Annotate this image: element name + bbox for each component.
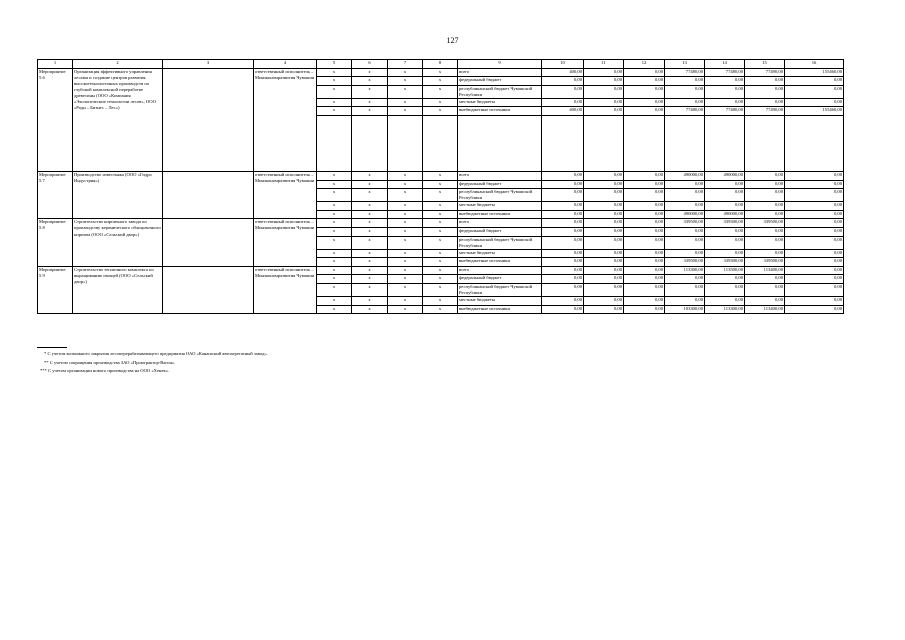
funding-value: 0,00: [584, 236, 624, 249]
x-mark: х: [423, 77, 458, 86]
funding-value: 0,00: [785, 180, 844, 189]
funding-source: республиканский бюджет Чувашской Республики: [458, 85, 542, 98]
column-number-row: [38, 60, 844, 69]
funding-value: 0,00: [624, 266, 665, 275]
funding-value: 339500,00: [665, 219, 705, 228]
funding-value: 0,00: [584, 296, 624, 305]
x-mark: х: [352, 296, 388, 305]
funding-source: внебюджетные источники: [458, 305, 542, 314]
x-mark: х: [388, 189, 423, 202]
funding-value: 0,00: [542, 266, 584, 275]
x-mark: х: [352, 85, 388, 98]
empty-cell: [163, 171, 254, 218]
column-number: 14: [705, 60, 745, 69]
column-number: 8: [423, 60, 458, 69]
funding-value: 0,00: [745, 77, 785, 86]
empty-cell: [584, 115, 624, 171]
funding-value: 0,00: [624, 258, 665, 267]
funding-value: 77480,00: [705, 107, 745, 116]
funding-source: федеральный бюджет: [458, 275, 542, 284]
funding-value: 490000,00: [705, 210, 745, 219]
funding-value: 490000,00: [665, 171, 705, 180]
funding-source: федеральный бюджет: [458, 227, 542, 236]
x-mark: х: [423, 68, 458, 77]
funding-value: 0,00: [624, 236, 665, 249]
funding-value: 0,00: [584, 77, 624, 86]
x-mark: х: [388, 275, 423, 284]
x-mark: х: [388, 296, 423, 305]
funding-value: 339300,00: [705, 258, 745, 267]
funding-source: федеральный бюджет: [458, 180, 542, 189]
funding-value: 103300,00: [665, 305, 705, 314]
x-mark: х: [423, 98, 458, 107]
x-mark: х: [423, 283, 458, 296]
x-mark: х: [317, 236, 352, 249]
funding-source: всего: [458, 219, 542, 228]
funding-value: 0,00: [584, 107, 624, 116]
empty-cell: [624, 115, 665, 171]
x-mark: х: [317, 283, 352, 296]
funding-value: 0,00: [624, 283, 665, 296]
funding-value: 0,00: [584, 227, 624, 236]
funding-value: 0,00: [745, 296, 785, 305]
funding-value: 0,00: [665, 236, 705, 249]
x-mark: х: [423, 305, 458, 314]
x-mark: х: [423, 210, 458, 219]
x-mark: х: [388, 258, 423, 267]
empty-cell: [352, 115, 388, 171]
table-row: [38, 68, 844, 77]
funding-value: 0,00: [785, 210, 844, 219]
x-mark: х: [423, 180, 458, 189]
x-mark: х: [352, 202, 388, 211]
footnote: *** С учетом организации нового производства на ООО «Хенек».: [40, 368, 170, 373]
empty-cell: [423, 115, 458, 171]
x-mark: х: [352, 98, 388, 107]
table-row: [38, 219, 844, 228]
measure-description: Организация эффективного управления лесами и создание центров развития высокотехнологичных производств по глубокой комплексной переработке древесины (ООО «Компания «Экологические технологии лесов», ООО «Родн – Бизнес – Лес»): [73, 68, 163, 171]
measure-number: Мероприятие 5.8: [38, 219, 73, 266]
footnote: ** С учетом сокращения производства ЗАО «Промтрактор-Вагон».: [44, 359, 176, 365]
x-mark: х: [352, 107, 388, 116]
x-mark: х: [317, 275, 352, 284]
funding-value: 0,00: [705, 180, 745, 189]
funding-value: 0,00: [705, 202, 745, 211]
measure-number: Мероприятие 5.6: [38, 68, 73, 171]
funding-value: 0,00: [542, 258, 584, 267]
funding-value: 77480,00: [705, 68, 745, 77]
x-mark: х: [352, 189, 388, 202]
measure-description: Производство известняка (ООО «Гидро Индустрия»): [73, 171, 163, 218]
funding-value: 0,00: [542, 249, 584, 258]
funding-value: 0,00: [624, 227, 665, 236]
column-number: 5: [317, 60, 352, 69]
funding-value: 0,00: [624, 219, 665, 228]
x-mark: х: [352, 305, 388, 314]
funding-value: 339500,00: [745, 258, 785, 267]
funding-value: 0,00: [785, 236, 844, 249]
funding-value: 113500,00: [705, 266, 745, 275]
x-mark: х: [388, 219, 423, 228]
x-mark: х: [317, 68, 352, 77]
column-number: 7: [388, 60, 423, 69]
funding-value: 0,00: [624, 249, 665, 258]
x-mark: х: [317, 77, 352, 86]
funding-value: 0,00: [745, 283, 785, 296]
funding-value: 0,00: [542, 180, 584, 189]
x-mark: х: [352, 283, 388, 296]
funding-value: 0,00: [745, 227, 785, 236]
funding-source: внебюджетные источники: [458, 107, 542, 116]
funding-value: 0,00: [624, 68, 665, 77]
funding-value: 0,00: [624, 202, 665, 211]
x-mark: х: [388, 210, 423, 219]
funding-value: 0,00: [745, 275, 785, 284]
funding-value: 0,00: [624, 171, 665, 180]
footnote: * С учетом возможного закрытия лесоперерабатывающего предприятия ОАО «Канашский автоагрегатный завод».: [44, 351, 268, 356]
funding-value: 0,00: [584, 68, 624, 77]
funding-value: 113400,00: [745, 266, 785, 275]
funding-value: 0,00: [745, 171, 785, 180]
column-number: 1: [38, 60, 73, 69]
x-mark: х: [388, 77, 423, 86]
funding-value: 0,00: [542, 171, 584, 180]
measure-number: Мероприятие 5.9: [38, 266, 73, 313]
funding-source: республиканский бюджет Чувашской Республики: [458, 283, 542, 296]
funding-value: 0,00: [785, 305, 844, 314]
funding-value: 0,00: [584, 266, 624, 275]
funding-value: 0,00: [785, 77, 844, 86]
funding-value: 0,00: [624, 210, 665, 219]
funding-value: 0,00: [745, 236, 785, 249]
empty-cell: [745, 115, 785, 171]
x-mark: х: [388, 236, 423, 249]
funding-value: 0,00: [584, 219, 624, 228]
footnotes: [37, 347, 268, 376]
x-mark: х: [388, 171, 423, 180]
x-mark: х: [388, 305, 423, 314]
x-mark: х: [423, 236, 458, 249]
funding-value: 0,00: [542, 210, 584, 219]
funding-value: 0,00: [624, 77, 665, 86]
funding-value: 0,00: [584, 275, 624, 284]
funding-value: 0,00: [584, 305, 624, 314]
funding-value: 0,00: [745, 202, 785, 211]
x-mark: х: [388, 68, 423, 77]
x-mark: х: [352, 249, 388, 258]
funding-source: местные бюджеты: [458, 249, 542, 258]
x-mark: х: [317, 171, 352, 180]
column-number: 16: [785, 60, 844, 69]
funding-value: 0,00: [785, 85, 844, 98]
funding-value: 0,00: [785, 283, 844, 296]
table-row: [38, 171, 844, 180]
x-mark: х: [317, 85, 352, 98]
funding-source: местные бюджеты: [458, 296, 542, 305]
measure-executor: ответственный исполнитель – Минэкономразвития Чувашии: [254, 68, 317, 171]
x-mark: х: [388, 85, 423, 98]
funding-value: 0,00: [745, 210, 785, 219]
funding-value: 0,00: [542, 98, 584, 107]
funding-value: 0,00: [665, 249, 705, 258]
funding-value: 339500,00: [745, 219, 785, 228]
x-mark: х: [388, 283, 423, 296]
funding-source: внебюджетные источники: [458, 210, 542, 219]
x-mark: х: [388, 107, 423, 116]
measure-executor: ответственный исполнитель – Минэкономразвития Чувашии: [254, 171, 317, 218]
x-mark: х: [317, 249, 352, 258]
funding-value: 113300,00: [665, 266, 705, 275]
column-number: 9: [458, 60, 542, 69]
funding-value: 0,00: [584, 283, 624, 296]
footnote-divider: [37, 347, 67, 348]
column-number: 6: [352, 60, 388, 69]
funding-value: 0,00: [584, 98, 624, 107]
funding-value: 77480,00: [665, 107, 705, 116]
x-mark: х: [317, 107, 352, 116]
funding-value: 0,00: [665, 189, 705, 202]
measure-number: Мероприятие 5.7: [38, 171, 73, 218]
funding-value: 0,00: [584, 85, 624, 98]
funding-value: 0,00: [542, 296, 584, 305]
x-mark: х: [352, 275, 388, 284]
empty-cell: [163, 219, 254, 266]
x-mark: х: [388, 249, 423, 258]
funding-value: 0,00: [584, 180, 624, 189]
funding-value: 0,00: [785, 296, 844, 305]
funding-value: 0,00: [705, 249, 745, 258]
funding-value: 0,00: [624, 107, 665, 116]
empty-cell: [163, 68, 254, 171]
empty-cell: [388, 115, 423, 171]
x-mark: х: [317, 258, 352, 267]
x-mark: х: [352, 180, 388, 189]
funding-value: 0,00: [745, 189, 785, 202]
measure-executor: ответственный исполнитель – Минэкономразвития Чувашии: [254, 219, 317, 266]
funding-value: 0,00: [705, 85, 745, 98]
funding-value: 0,00: [584, 249, 624, 258]
funding-value: 400,00: [542, 107, 584, 116]
table-row: [38, 266, 844, 275]
x-mark: х: [423, 249, 458, 258]
funding-value: 155460,00: [785, 107, 844, 116]
funding-value: 0,00: [542, 227, 584, 236]
empty-cell: [458, 115, 542, 171]
x-mark: х: [317, 210, 352, 219]
funding-value: 0,00: [665, 85, 705, 98]
funding-value: 0,00: [705, 283, 745, 296]
column-number: 12: [624, 60, 665, 69]
empty-cell: [705, 115, 745, 171]
funding-value: 0,00: [705, 189, 745, 202]
x-mark: х: [352, 210, 388, 219]
funding-source: всего: [458, 266, 542, 275]
funding-source: федеральный бюджет: [458, 77, 542, 86]
funding-value: 0,00: [665, 275, 705, 284]
x-mark: х: [317, 266, 352, 275]
funding-value: 77490,00: [745, 107, 785, 116]
funding-value: 0,00: [705, 98, 745, 107]
x-mark: х: [388, 180, 423, 189]
x-mark: х: [388, 202, 423, 211]
page-number: 127: [446, 36, 459, 45]
funding-value: 0,00: [785, 266, 844, 275]
x-mark: х: [388, 227, 423, 236]
funding-source: всего: [458, 68, 542, 77]
x-mark: х: [423, 266, 458, 275]
x-mark: х: [423, 85, 458, 98]
funding-source: республиканский бюджет Чувашской Республики: [458, 189, 542, 202]
funding-value: 0,00: [745, 180, 785, 189]
x-mark: х: [423, 258, 458, 267]
measure-executor: ответственный исполнитель – Минэкономразвития Чувашии: [254, 266, 317, 313]
funding-value: 0,00: [785, 227, 844, 236]
funding-value: 0,00: [542, 305, 584, 314]
funding-value: 400,00: [542, 68, 584, 77]
funding-value: 490000,00: [705, 171, 745, 180]
empty-cell: [665, 115, 705, 171]
funding-value: 0,00: [785, 219, 844, 228]
funding-value: 113300,00: [705, 305, 745, 314]
funding-value: 0,00: [542, 85, 584, 98]
x-mark: х: [352, 68, 388, 77]
x-mark: х: [388, 98, 423, 107]
funding-value: 0,00: [624, 98, 665, 107]
funding-value: 0,00: [542, 189, 584, 202]
column-number: 4: [254, 60, 317, 69]
x-mark: х: [317, 305, 352, 314]
funding-value: 0,00: [584, 189, 624, 202]
funding-value: 0,00: [584, 258, 624, 267]
funding-value: 113400,00: [745, 305, 785, 314]
funding-value: 0,00: [624, 296, 665, 305]
funding-value: 155460,00: [785, 68, 844, 77]
funding-value: 0,00: [785, 275, 844, 284]
funding-value: 0,00: [665, 283, 705, 296]
x-mark: х: [352, 171, 388, 180]
funding-value: 0,00: [542, 283, 584, 296]
funding-value: 0,00: [584, 202, 624, 211]
funding-value: 490000,00: [665, 210, 705, 219]
x-mark: х: [352, 258, 388, 267]
funding-value: 0,00: [745, 98, 785, 107]
funding-value: 0,00: [785, 258, 844, 267]
funding-value: 0,00: [542, 77, 584, 86]
funding-value: 0,00: [785, 249, 844, 258]
funding-source: местные бюджеты: [458, 98, 542, 107]
funding-value: 77490,00: [745, 68, 785, 77]
funding-value: 0,00: [624, 189, 665, 202]
funding-value: 339300,00: [705, 219, 745, 228]
funding-value: 0,00: [785, 202, 844, 211]
x-mark: х: [423, 107, 458, 116]
funding-value: 0,00: [665, 296, 705, 305]
measure-description: Строительство тепличного комплекса по выращиванию овощей (ООО «Сельский двор»): [73, 266, 163, 313]
x-mark: х: [352, 266, 388, 275]
funding-value: 339500,00: [665, 258, 705, 267]
x-mark: х: [317, 98, 352, 107]
column-number: 3: [163, 60, 254, 69]
x-mark: х: [423, 296, 458, 305]
column-number: 15: [745, 60, 785, 69]
funding-value: 0,00: [542, 219, 584, 228]
funding-value: 0,00: [542, 236, 584, 249]
funding-source: местные бюджеты: [458, 202, 542, 211]
x-mark: х: [352, 77, 388, 86]
funding-value: 0,00: [665, 227, 705, 236]
funding-value: 0,00: [665, 202, 705, 211]
empty-cell: [785, 115, 844, 171]
x-mark: х: [423, 219, 458, 228]
funding-value: 0,00: [785, 189, 844, 202]
empty-cell: [163, 266, 254, 313]
funding-value: 0,00: [665, 77, 705, 86]
x-mark: х: [352, 227, 388, 236]
x-mark: х: [423, 227, 458, 236]
funding-value: 0,00: [624, 180, 665, 189]
funding-value: 0,00: [665, 98, 705, 107]
measure-description: Строительство кирпичного завода по производству керамического облицовочного кирпича (ООО «Сельский двор»): [73, 219, 163, 266]
funding-value: 0,00: [705, 236, 745, 249]
funding-value: 0,00: [745, 85, 785, 98]
funding-source: внебюджетные источники: [458, 258, 542, 267]
funding-value: 0,00: [542, 202, 584, 211]
funding-value: 0,00: [624, 305, 665, 314]
funding-value: 0,00: [785, 171, 844, 180]
x-mark: х: [317, 180, 352, 189]
x-mark: х: [423, 275, 458, 284]
funding-value: 0,00: [584, 210, 624, 219]
x-mark: х: [423, 171, 458, 180]
funding-value: 0,00: [705, 275, 745, 284]
funding-source: республиканский бюджет Чувашской Республики: [458, 236, 542, 249]
empty-cell: [542, 115, 584, 171]
x-mark: х: [423, 189, 458, 202]
x-mark: х: [352, 219, 388, 228]
column-number: 11: [584, 60, 624, 69]
x-mark: х: [317, 296, 352, 305]
empty-cell: [317, 115, 352, 171]
funding-value: 0,00: [705, 296, 745, 305]
funding-source: всего: [458, 171, 542, 180]
x-mark: х: [317, 219, 352, 228]
funding-value: 0,00: [705, 227, 745, 236]
funding-value: 0,00: [745, 249, 785, 258]
x-mark: х: [317, 189, 352, 202]
funding-value: 0,00: [785, 98, 844, 107]
x-mark: х: [317, 227, 352, 236]
funding-value: 0,00: [705, 77, 745, 86]
funding-value: 0,00: [624, 275, 665, 284]
funding-value: 0,00: [584, 171, 624, 180]
funding-value: 77480,00: [665, 68, 705, 77]
column-number: 2: [73, 60, 163, 69]
x-mark: х: [423, 202, 458, 211]
x-mark: х: [388, 266, 423, 275]
column-number: 13: [665, 60, 705, 69]
funding-value: 0,00: [624, 85, 665, 98]
column-number: 10: [542, 60, 584, 69]
funding-value: 0,00: [665, 180, 705, 189]
x-mark: х: [317, 202, 352, 211]
program-table: [37, 59, 844, 314]
funding-value: 0,00: [542, 275, 584, 284]
x-mark: х: [352, 236, 388, 249]
